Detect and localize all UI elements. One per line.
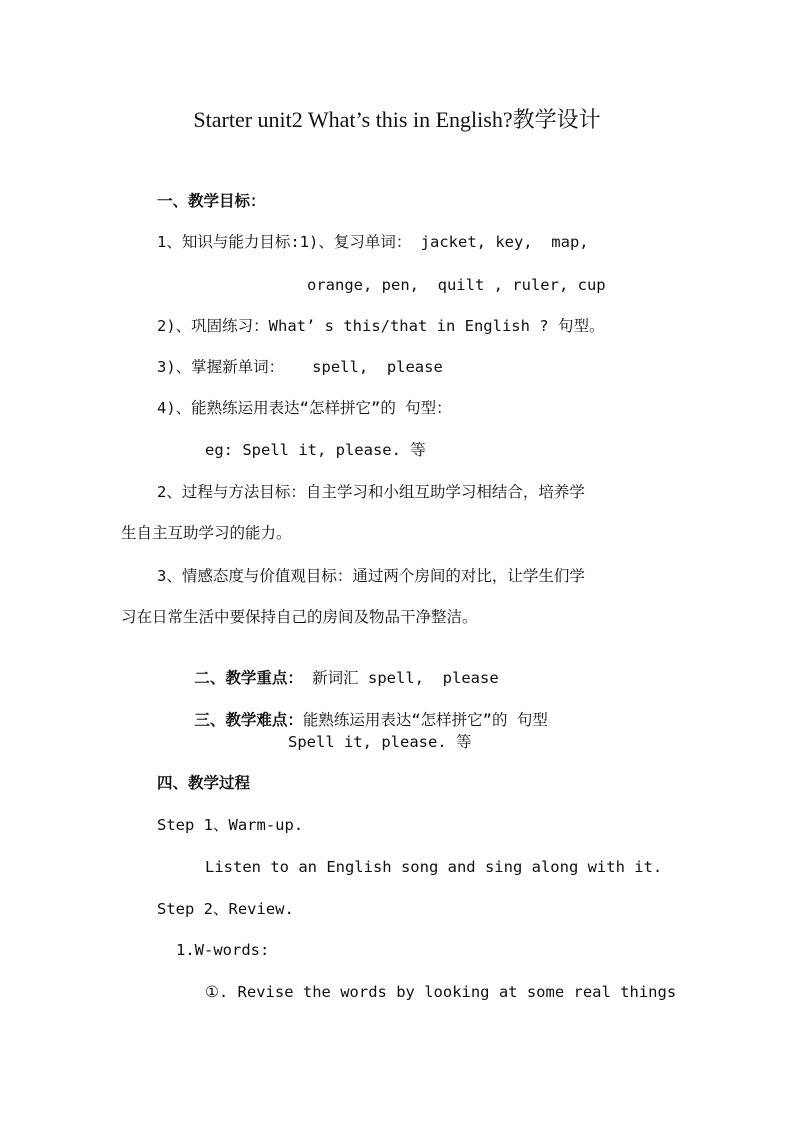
step2-item1: 1.W-words: xyxy=(176,941,270,959)
objective1-line1: 1、知识与能力目标:1)、复习单词： jacket, key, map, xyxy=(157,233,589,251)
difficult-points-text: 能熟练运用表达“怎样拼它”的 句型 xyxy=(302,711,548,729)
step2-heading: Step 2、Review. xyxy=(157,900,294,918)
step1-detail: Listen to an English song and sing along with it. xyxy=(205,858,663,876)
objective3-line1: 3、情感态度与价值观目标：通过两个房间的对比，让学生们学 xyxy=(157,567,585,585)
process-heading: 四、教学过程 xyxy=(157,774,251,792)
objective1-item4: 4)、能熟练运用表达“怎样拼它”的 句型： xyxy=(157,399,452,417)
objectives-heading: 一、教学目标： xyxy=(157,192,266,210)
step2-item1-sub: ①. Revise the words by looking at some real things xyxy=(205,983,677,1001)
objective1-item2: 2)、巩固练习：What’ s this/that in English ? 句型。 xyxy=(157,317,605,335)
objective2-line2: 生自主互助学习的能力。 xyxy=(121,524,292,542)
objective1-item3: 3)、掌握新单词： spell, please xyxy=(157,358,443,376)
objective2-line1: 2、过程与方法目标：自主学习和小组互助学习相结合，培养学 xyxy=(157,483,585,501)
objective1-item4-example: eg: Spell it, please. 等 xyxy=(205,441,426,459)
difficult-points-line2: Spell it, please. 等 xyxy=(288,733,472,751)
objective3-line2: 习在日常生活中要保持自己的房间及物品干净整洁。 xyxy=(121,608,478,626)
key-points-text: 新词汇 spell, please xyxy=(302,669,499,687)
document-title: Starter unit2 What’s this in English?教学设计 xyxy=(193,107,601,132)
objective1-line2: orange, pen, quilt , ruler, cup xyxy=(307,276,606,294)
difficult-points-heading: 三、教学难点： xyxy=(194,711,303,729)
step1-heading: Step 1、Warm-up. xyxy=(157,816,304,834)
key-points-heading: 二、教学重点： xyxy=(194,669,303,687)
